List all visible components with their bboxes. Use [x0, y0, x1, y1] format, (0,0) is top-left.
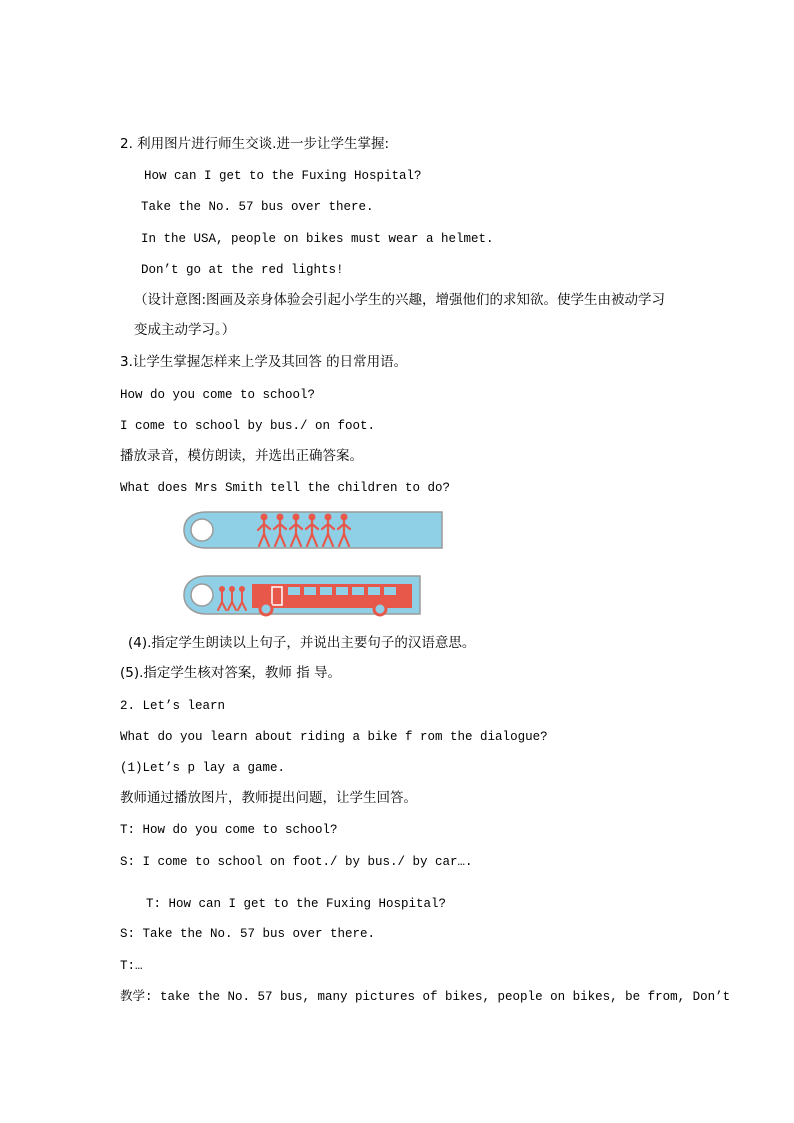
text-line-11: 播放录音，模仿朗读，并选出正确答案。: [120, 448, 363, 464]
text-line-6: （设计意图:图画及亲身体验会引起小学生的兴趣，增强他们的求知欲。使学生由被动学习: [134, 292, 666, 308]
text-line-3: Take the No. 57 bus over there.: [141, 200, 374, 214]
text-line-24: 教学: take the No. 57 bus, many pictures of bikes, people on bikes, be from, Don’t: [120, 990, 731, 1004]
text-line-14: (5).指定学生核对答案，教师 指 导。: [120, 665, 341, 681]
text-line-13: (4).指定学生朗读以上句子，并说出主要句子的汉语意思。: [128, 635, 476, 651]
text-line-20: S: I come to school on foot./ by bus./ by car….: [120, 855, 473, 869]
text-line-1: 2. 利用图片进行师生交谈.进一步让学生掌握:: [120, 136, 390, 152]
text-line-15: 2. Let’s learn: [120, 699, 226, 713]
text-line-8: 3.让学生掌握怎样来上学及其回答 的日常用语。: [120, 354, 408, 370]
text-line-12: What does Mrs Smith tell the children to do?: [120, 481, 451, 495]
text-line-19: T: How do you come to school?: [120, 823, 338, 837]
text-line-10: I come to school by bus./ on foot.: [120, 419, 376, 433]
text-line-17: (1)Let’s p lay a game.: [120, 761, 286, 775]
text-line-4: In the USA, people on bikes must wear a helmet.: [141, 232, 494, 246]
text-line-2: How can I get to the Fuxing Hospital?: [144, 169, 422, 183]
text-line-21: T: How can I get to the Fuxing Hospital?: [146, 897, 447, 911]
figure-hole: [191, 519, 213, 541]
bus-illustration: [180, 572, 424, 618]
text-line-9: How do you come to school?: [120, 388, 316, 402]
figure-hole: [191, 584, 213, 606]
text-line-7: 变成主动学习。）: [134, 322, 236, 338]
text-line-22: S: Take the No. 57 bus over there.: [120, 927, 376, 941]
bus-wheel-front: [260, 603, 272, 615]
bus-windows: [288, 587, 396, 595]
bus-wheel-rear: [374, 603, 386, 615]
people-walking-illustration: [180, 508, 446, 552]
text-line-18: 教师通过播放图片，教师提出问题，让学生回答。: [120, 790, 417, 806]
text-line-23: T:…: [120, 959, 143, 973]
text-line-5: Don’t go at the red lights!: [141, 263, 344, 277]
text-line-16: What do you learn about riding a bike f rom the dialogue?: [120, 730, 548, 744]
